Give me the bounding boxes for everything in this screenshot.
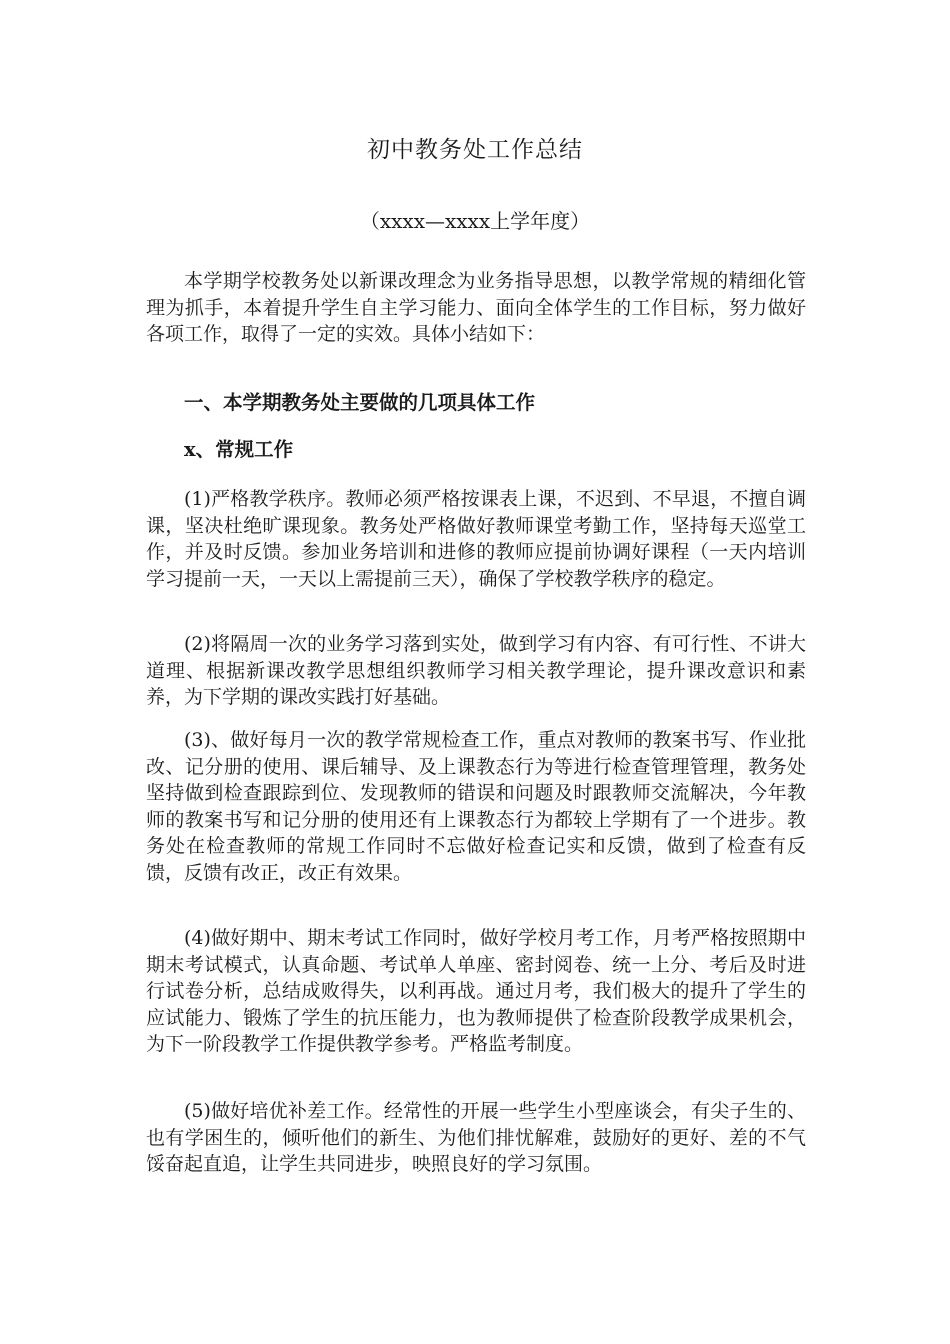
document-title: 初中教务处工作总结 (367, 137, 583, 163)
paragraph-4: (4)做好期中、期末考试工作同时，做好学校月考工作，月考严格按照期中期末考试模式，认真命题、考试单人单座、密封阅卷、统一上分、考后及时进行试卷分析，总结成败得失，以利再战。通过月考，我们极大的提升了学生的应试能力、锻炼了学生的抗压能力，也为教师提供了检查阶段教学成果机会，为下一阶段教学工作提供教学参考。严格监考制度。 (146, 927, 806, 1055)
paragraph-5: (5)做好培优补差工作。经常性的开展一些学生小型座谈会，有尖子生的、也有学困生的，倾听他们的新生、为他们排忧解难，鼓励好的更好、差的不气馁奋起直追，让学生共同进步，映照良好的学习氛围。 (146, 1100, 806, 1175)
section-heading: 一、本学期教务处主要做的几项具体工作 (184, 391, 536, 414)
paragraph-3: (3)、做好每月一次的教学常规检查工作，重点对教师的教案书写、作业批改、记分册的使用、课后辅导、及上课教态行为等进行检查管理管理，教务处坚持做到检查跟踪到位、发现教师的错误和问题及时跟教师交流解决，今年教师的教案书写和记分册的使用还有上课教态行为都较上学期有了一个进步。教务处在检查教师的常规工作同时不忘做好检查记实和反馈，做到了检查有反馈，反馈有改正，改正有效果。 (146, 729, 806, 884)
paragraph-1: (1)严格教学秩序。教师必须严格按课表上课，不迟到、不早退，不擅自调课，坚决杜绝旷课现象。教务处严格做好教师课堂考勤工作，坚持每天巡堂工作，并及时反馈。参加业务培训和进修的教师应提前协调好课程（一天内培训学习提前一天，一天以上需提前三天），确保了学校教学秩序的稳定。 (146, 488, 806, 590)
subsection-heading: x、常规工作 (184, 438, 294, 461)
paragraph-2: (2)将隔周一次的业务学习落到实处，做到学习有内容、有可行性、不讲大道理、根据新课改教学思想组织教师学习相关教学理论，提升课改意识和素养，为下学期的课改实践打好基础。 (146, 633, 806, 708)
document-subtitle: （xxxx—xxxx上学年度） (359, 209, 591, 233)
intro-paragraph: 本学期学校教务处以新课改理念为业务指导思想，以教学常规的精细化管理为抓手，本着提升学生自主学习能力、面向全体学生的工作目标，努力做好各项工作，取得了一定的实效。具体小结如下： (146, 270, 806, 345)
